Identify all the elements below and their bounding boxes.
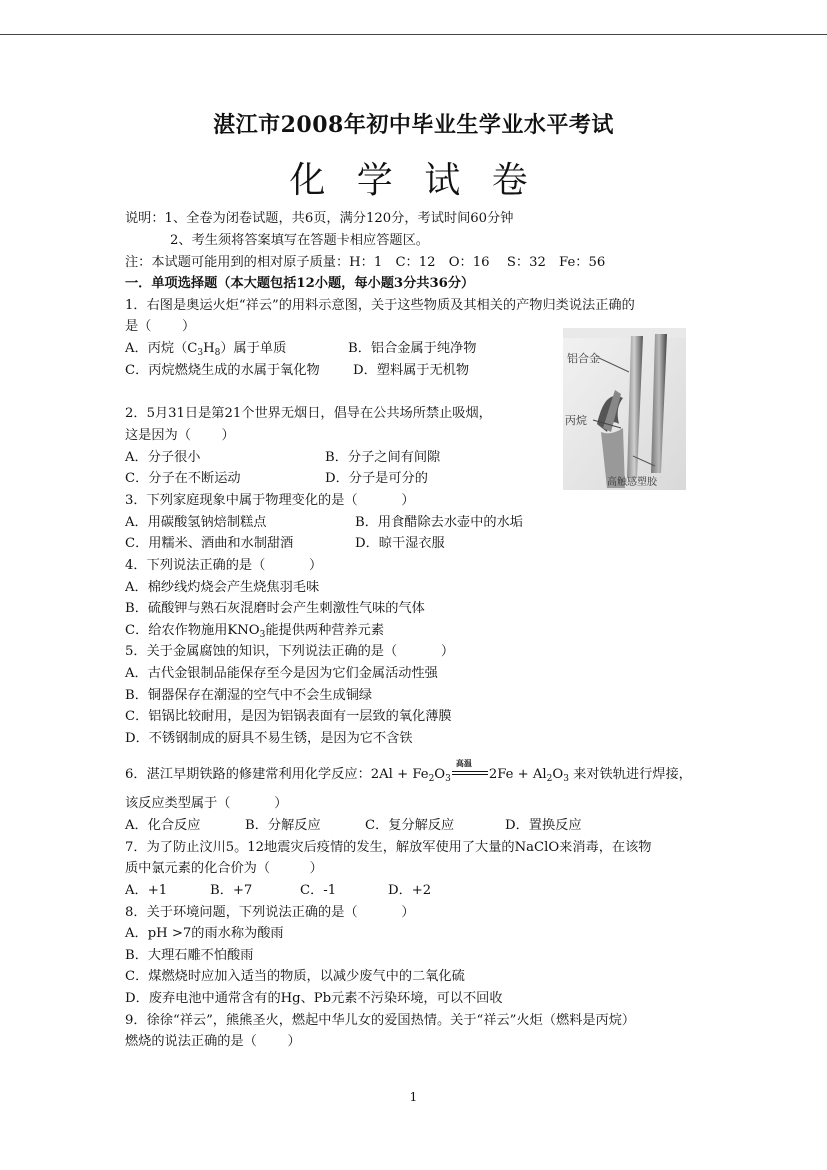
q2-option-d: D．分子是可分的 — [325, 471, 428, 486]
q6-option-c: C．复分解反应 — [365, 818, 455, 833]
q8-option-b: B．大理石雕不怕酸雨 — [125, 948, 254, 963]
q8-stem: 8．关于环境问题，下列说法正确的是（ ） — [125, 905, 415, 920]
q8-option-d: D．废弃电池中通常含有的Hg、Pb元素不污染环境，可以不回收 — [125, 991, 503, 1006]
q1-option-d: D．塑料属于无机物 — [353, 363, 470, 378]
q5-option-d: D．不锈钢制成的厨具不易生锈，是因为它不含铁 — [125, 731, 413, 746]
q1-option-a: A．丙烷$(C_3H_8)$属于单质 — [125, 341, 287, 358]
q4-option-a: A．棉纱线灼烧会产生烧焦羽毛味 — [125, 580, 320, 595]
label-plastic: 高触感塑胶 — [607, 477, 657, 488]
q1-stem-line2: 是（ ） — [125, 319, 196, 334]
label-aluminum-alloy: 铝合金 — [567, 352, 600, 365]
q7-option-d: D．+2 — [388, 883, 432, 898]
q8-option-a: A．pH >7的雨水称为酸雨 — [125, 926, 284, 941]
q3-option-a: A．用碳酸氢钠焙制糕点 — [125, 515, 267, 530]
q5-option-c: C．铝锅比较耐用，是因为铝锅表面有一层致的氧化薄膜 — [125, 709, 452, 724]
exam-subtitle: 化 学 试 卷 — [289, 160, 538, 201]
note-line-2: 2、考生须将答案填写在答题卡相应答题区。 — [170, 233, 429, 248]
q5-option-b: B．铜器保存在潮湿的空气中不会生成铜绿 — [125, 688, 373, 703]
q1-stem-line1: 1．右图是奥运火炬“祥云”的用料示意图，关于这些物质及其相关的产物归类说法正确的 — [125, 298, 635, 313]
torch-illustration — [563, 328, 686, 490]
q4-stem: 4．下列说法正确的是（ ） — [125, 558, 323, 573]
q3-option-c: C．用糯米、酒曲和水制甜酒 — [125, 536, 294, 551]
q3-option-b: B．用食醋除去水壶中的水垢 — [355, 515, 523, 530]
q6-stem-line2: 该反应类型属于（ ） — [125, 796, 288, 811]
q3-stem: 3．下列家庭现象中属于物理变化的是（ ） — [125, 493, 415, 508]
q2-stem-line1: 2．5月31日是第21个世界无烟日，倡导在公共场所禁止吸烟， — [125, 406, 492, 421]
q2-option-c: C．分子在不断运动 — [125, 471, 241, 486]
torch-material-photo — [563, 328, 686, 490]
q9-stem-line1: 9．徐徐“祥云”，熊熊圣火，燃起中华儿女的爱国热情。关于“祥云”火炬（燃料是丙烷） — [125, 1013, 636, 1028]
q7-stem-line2: 质中氯元素的化合价为（ ） — [125, 861, 323, 876]
q4-option-b: B．硫酸钾与熟石灰混磨时会产生刺激性气味的气体 — [125, 601, 425, 616]
q2-option-b: B．分子之间有间隙 — [325, 450, 441, 465]
q4-option-c: C．给农作物施用$KNO_3$能提供两种营养元素 — [125, 623, 385, 640]
note-line-3: 注：本试题可能用到的相对原子质量：H：1 C：12 O：16 S：32 Fe：56 — [125, 255, 606, 270]
page-number: 1 — [409, 1090, 418, 1104]
q6-option-b: B．分解反应 — [245, 818, 321, 833]
q2-option-a: A．分子很小 — [125, 450, 201, 465]
q3-option-d: D．晾干湿衣服 — [355, 536, 445, 551]
q9-stem-line2: 燃烧的说法正确的是（ ） — [125, 1034, 301, 1049]
reaction-condition-sign: 高温 — [452, 766, 488, 780]
exam-title: 湛江市2008年初中毕业生学业水平考试 — [213, 112, 614, 138]
q8-option-c: C．煤燃烧时应加入适当的物质，以减少废气中的二氧化硫 — [125, 969, 465, 984]
note-line-1: 说明：1、全卷为闭卷试题，共6页，满分120分，考试时间60分钟 — [125, 211, 514, 226]
q7-option-b: B．+7 — [210, 883, 253, 898]
q6-stem-equation: 6．湛江早期铁路的修建常利用化学反应：$2Al + Fe_2O_3$ 高温 $2Fe + Al_2O_3$ 来对铁轨进行焊接， — [125, 758, 692, 784]
q7-option-c: C．-1 — [300, 883, 337, 898]
q5-option-a: A．古代金银制品能保存至今是因为它们金属活动性强 — [125, 666, 438, 681]
section-heading: 一．单项选择题（本大题包括12小题，每小题3分共36分） — [125, 276, 475, 291]
q2-stem-line2: 这是因为（ ） — [125, 428, 235, 443]
q7-option-a: A．+1 — [125, 883, 168, 898]
q6-option-a: A．化合反应 — [125, 818, 201, 833]
q5-stem: 5．关于金属腐蚀的知识，下列说法正确的是（ ） — [125, 644, 455, 659]
q1-option-b: B．铝合金属于纯净物 — [348, 341, 477, 356]
label-propane: 丙烷 — [565, 414, 587, 427]
q6-option-d: D．置换反应 — [505, 818, 582, 833]
q7-stem-line1: 7．为了防止汶川5。12地震灾后疫情的发生，解放军使用了大量的NaClO来消毒，在该物 — [125, 840, 652, 855]
q1-option-c: C．丙烷燃烧生成的水属于氧化物 — [125, 363, 320, 378]
header-rule — [0, 34, 827, 35]
